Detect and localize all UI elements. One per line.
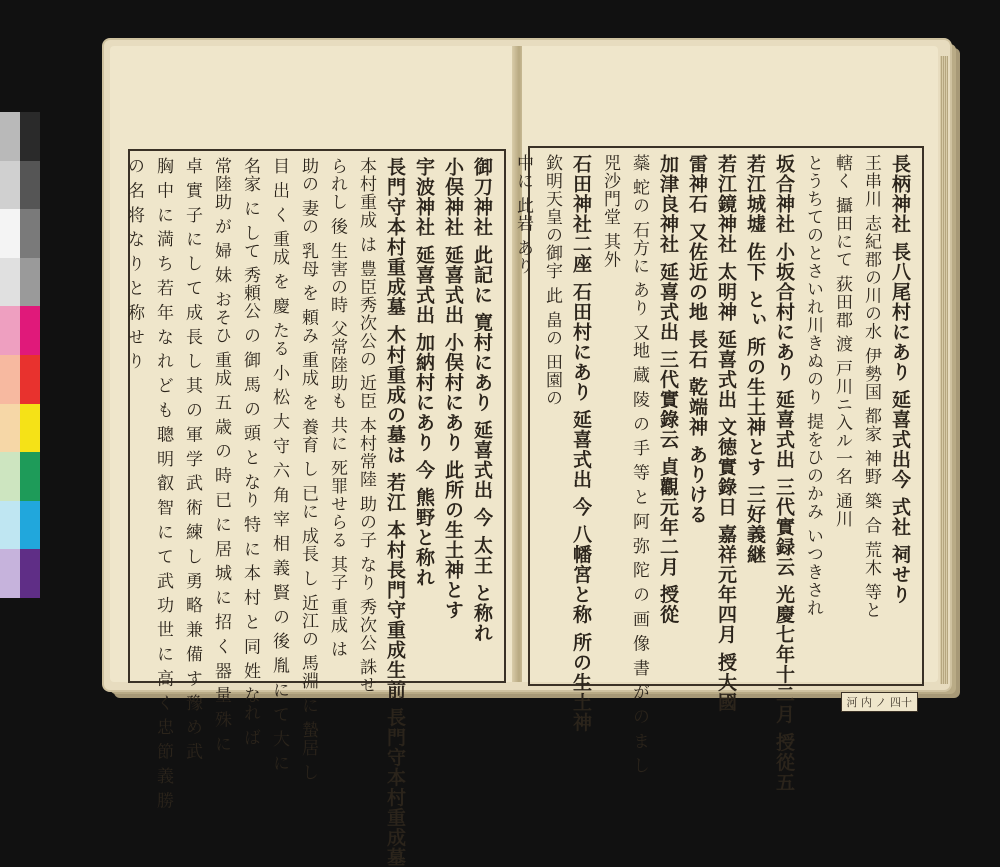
text-column: 助の 妻の 乳母 を 頼み 重成 を 養育 し 已に 成長 し 近江の 馬淵 に 蟄居 し [298,157,318,782]
text-column: 欽明天皇の御宇 此 畠の 田園の [542,154,562,408]
entry-heading-column: 長門守本村重成墓 木村重成の墓は 若江 本村長門守重成生前 長門守本村重成墓 [384,157,406,867]
text-column: 兕沙門堂 其外 [600,154,620,269]
entry-heading-column: 若江城墟 佐下 とぃ 所の生土神とす 三好義継 [744,154,766,565]
color-swatch [0,404,20,453]
entry-heading-column: 御刀神社 此記に 寛村にあり 延喜式出 今 太王 と称れ [471,157,493,643]
text-column: とうちてのとさいれ川きぬのり 提をひのかみ いつきされ [803,154,823,617]
color-swatch [0,452,20,501]
entry-heading-column: 加津良神社 延喜式出 三代實錄云 貞觀元年二月 授從 [657,154,679,625]
text-column: られし 後 生害の時 父常陸助も 共に 死罪せらる 其子 重成 は [327,157,347,659]
color-swatch [20,404,40,453]
text-column: 常陸助 が 婦 妹 おそひ 重成 五 歳 の 時 已 に 居 城 に 招 く 器 量 殊 に [211,157,231,754]
text-column: 胸 中 に 満 ち 若 年 な れ ど も 聰 明 叡 智 に て 武 功 世 に 高 く 忠 節 義 勝 [153,157,173,810]
color-calibration-bar [0,112,40,598]
color-swatch [20,549,40,598]
right-page-text-frame [513,146,924,793]
color-swatch [20,161,40,210]
page-folio: 河 内 ノ 四十 [841,692,919,712]
entry-heading-column: 若江鏡神社 太明神 延喜式出 文徳實錄日 嘉祥元年四月 授大國 [715,154,737,713]
text-column: 轄く 攝田にて 荻田郡 渡 戸川ニ入ル一名 通川 [832,154,852,529]
page-edges [940,56,948,684]
text-column: 名家 に して 秀頼公 の 御 馬 の 頭 と なり 特 に 本 村 と 同 姓 なれ ば [240,157,260,747]
color-swatch [20,452,40,501]
color-swatch [0,258,20,307]
entry-heading-column: 小俣神社 延喜式出 小俣村にあり 此所の生土神とす [442,157,464,620]
text-column: 目 出 く 重成 を 慶 たる 小 松 大 守 六 角 宰 相 義 賢 の 後 胤 に て 大 に [269,157,289,773]
text-column: 本村重成 は 豊臣秀次公の 近臣 本村常陸 助の子 なり 秀次公 誅せ [356,157,376,695]
left-page-text [124,157,496,867]
color-swatch [0,306,20,355]
entry-heading-column: 坂合神社 小坂合村にあり 延喜式出 三代實録云 光慶七年十二月 授從五 [773,154,795,793]
color-swatch [20,501,40,550]
text-column: 卓 實 子 に し て 成 長 し 其 の 軍 学 武 術 練 し 勇 略 兼 備 す 豫 め 武 [182,157,202,761]
left-page-text-frame [124,149,506,867]
text-column: 蘂 蛇の 石方に あり 又地 蔵 陵 の 手 等 と 阿 弥 陀 の 画 像 書 が の ま し [629,154,649,775]
color-swatch [20,112,40,161]
color-swatch [20,355,40,404]
text-column: 中に 此岩 あり [513,154,533,275]
color-swatch [0,112,20,161]
text-column: 王串川 志紀郡の川の水 伊勢国 都家 神野 築 合 荒木 等と [861,154,881,620]
color-swatch [20,306,40,355]
color-swatch [20,258,40,307]
color-swatch [0,161,20,210]
color-swatch [0,355,20,404]
entry-heading-column: 宇波神社 延喜式出 加納村にあり 今 熊野と称れ [413,157,435,588]
entry-heading-column: 雷神石 又佐近の地 長石 乾端神 ありける [686,154,708,525]
text-column: の 名 将 な り と 称 せ り [124,157,144,371]
entry-heading-column: 長柄神社 長八尾村にあり 延喜式出今 式社 祠せり [889,154,911,605]
color-swatch [0,209,20,258]
entry-heading-column: 石田神社二座 石田村にあり 延喜式出 今 八幡宮と称 所の生土神 [570,154,592,733]
color-swatch [20,209,40,258]
left-page [110,46,516,867]
open-book [104,40,950,867]
color-swatch [0,501,20,550]
right-page [513,46,938,793]
color-swatch [0,549,20,598]
